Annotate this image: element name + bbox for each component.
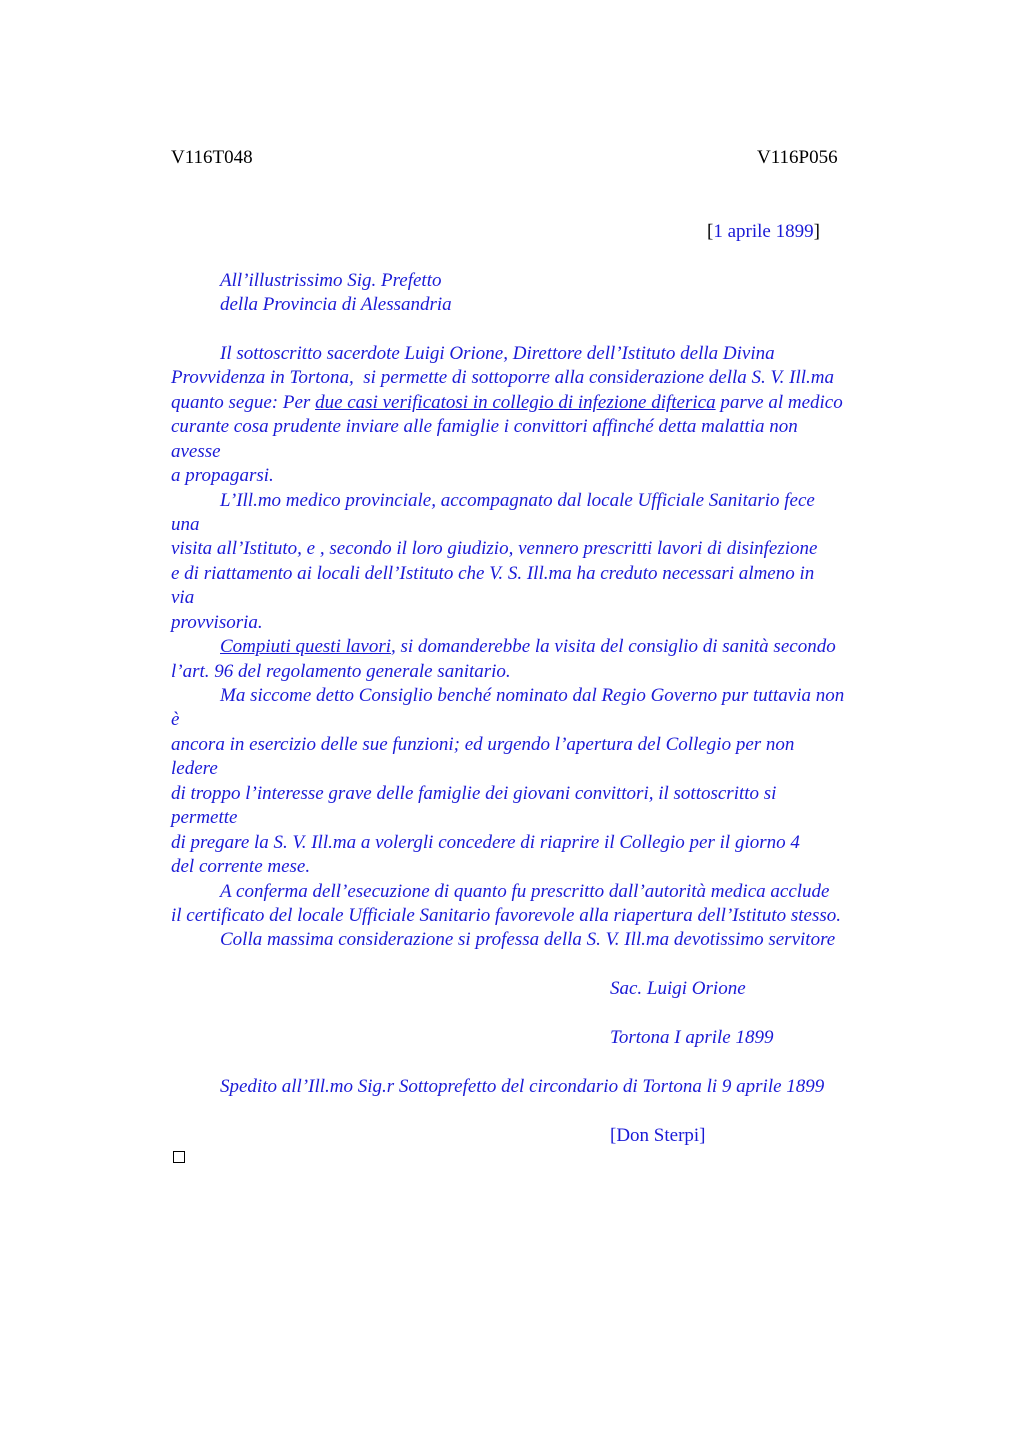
date-bracket-close: ] (813, 221, 820, 242)
dispatch-note: Spedito all’Ill.mo Sig.r Sottoprefetto del circondario di Tortona li 9 aprile 1899 (220, 1076, 825, 1097)
body-line: di pregare la S. V. Ill.ma a volergli concedere di riaprire il Collegio per il giorno 4 (171, 832, 800, 853)
body-line: A conferma dell’esecuzione di quanto fu prescritto dall’autorità medica acclude (220, 881, 830, 902)
body-line: ledere (171, 758, 218, 779)
body-line: a propagarsi. (171, 465, 274, 486)
body-line: provvisoria. (171, 612, 263, 633)
letter-date (707, 220, 820, 244)
body-line: è (171, 709, 180, 730)
body-line: Colla massima considerazione si professa della S. V. Ill.ma devotissimo servitore (220, 929, 836, 950)
body-line: ancora in esercizio delle sue funzioni; ed urgendo l’apertura del Collegio per non (171, 734, 795, 755)
body-line: l’art. 96 del regolamento generale sanitario. (171, 661, 511, 682)
body-line: avesse (171, 441, 221, 462)
body-line: L’Ill.mo medico provinciale, accompagnato dal locale Ufficiale Sanitario fece (220, 490, 815, 511)
body-text: parve al medico (715, 392, 843, 413)
body-line (171, 391, 843, 415)
date-bracket-open: [ (707, 221, 714, 242)
body-text: quanto segue: Per (171, 392, 316, 413)
body-line: e di riattamento ai locali dell’Istituto che V. S. Ill.ma ha creduto necessari almeno in (171, 563, 815, 584)
body-line: visita all’Istituto, e , secondo il loro giudizio, vennero prescritti lavori di disinfezione (171, 538, 818, 559)
signature: Sac. Luigi Orione (610, 978, 746, 999)
address-line-1: All’illustrissimo Sig. Prefetto (220, 270, 442, 291)
document-code-left: V116T048 (171, 147, 253, 168)
underlined-phrase: Compiuti questi lavori (220, 636, 391, 657)
document-code-right: V116P056 (757, 147, 838, 168)
body-line: Il sottoscritto sacerdote Luigi Orione, Direttore dell’Istituto della Divina (220, 343, 775, 364)
body-line (220, 635, 836, 659)
underlined-phrase: due casi verificatosi in collegio di infezione difterica (315, 392, 716, 413)
body-line: Ma siccome detto Consiglio benché nominato dal Regio Governo pur tuttavia non (220, 685, 845, 706)
body-line: del corrente mese. (171, 856, 311, 877)
body-line: il certificato del locale Ufficiale Sanitario favorevole alla riapertura dell’Istituto stesso. (171, 905, 842, 926)
date-text: 1 aprile 1899 (713, 221, 814, 242)
end-marker-box-icon (173, 1151, 185, 1163)
body-line: una (171, 514, 200, 535)
editor-note: [Don Sterpi] (610, 1125, 706, 1146)
body-line: permette (171, 807, 238, 828)
body-line: via (171, 587, 195, 608)
place-date: Tortona I aprile 1899 (610, 1027, 774, 1048)
address-line-2: della Provincia di Alessandria (220, 294, 452, 315)
body-text: , si domanderebbe la visita del consiglio di sanità secondo (391, 636, 836, 657)
body-line: curante cosa prudente inviare alle famiglie i convittori affinché detta malattia non (171, 416, 798, 437)
body-line: di troppo l’interesse grave delle famiglie dei giovani convittori, il sottoscritto si (171, 783, 777, 804)
body-line: Provvidenza in Tortona, si permette di sottoporre alla considerazione della S. V. Ill.ma (171, 367, 835, 388)
